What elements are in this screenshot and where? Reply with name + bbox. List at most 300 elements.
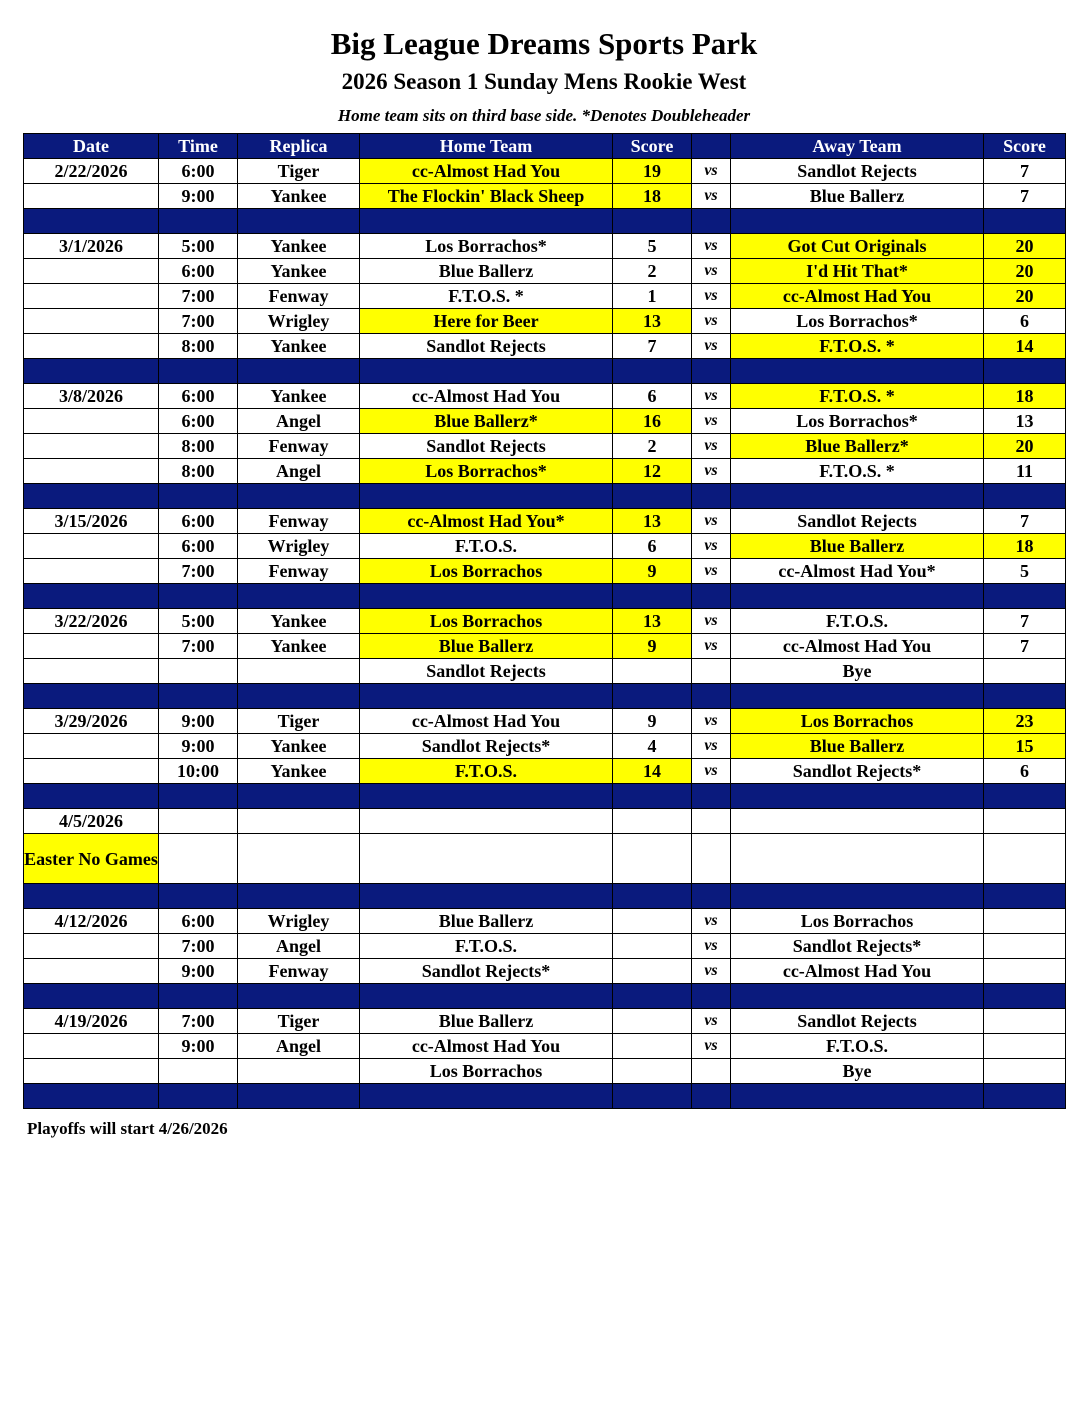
date-cell (24, 1059, 159, 1084)
replica-cell: Angel (238, 1034, 360, 1059)
away-team-cell: Blue Ballerz (731, 734, 984, 759)
vs-cell: vs (692, 384, 731, 409)
separator-cell (692, 1084, 731, 1109)
separator-cell (24, 484, 159, 509)
col-header-home-score: Score (613, 134, 692, 159)
away-score-cell: 23 (984, 709, 1066, 734)
home-team-cell: Los Borrachos* (360, 459, 613, 484)
page-subtitle: 2026 Season 1 Sunday Mens Rookie West (341, 69, 747, 94)
home-score-cell (613, 659, 692, 684)
replica-cell: Yankee (238, 634, 360, 659)
separator-row (24, 784, 1066, 809)
vs-cell: vs (692, 1009, 731, 1034)
separator-cell (159, 1084, 238, 1109)
away-team-cell: cc-Almost Had You (731, 284, 984, 309)
replica-cell: Fenway (238, 559, 360, 584)
away-team-cell: Got Cut Originals (731, 234, 984, 259)
time-cell: 8:00 (159, 334, 238, 359)
date-cell (24, 759, 159, 784)
home-team-cell: Blue Ballerz (360, 1009, 613, 1034)
home-team-cell: cc-Almost Had You* (360, 509, 613, 534)
date-cell (24, 734, 159, 759)
separator-row (24, 484, 1066, 509)
time-cell: 6:00 (159, 509, 238, 534)
separator-cell (24, 1084, 159, 1109)
separator-cell (24, 884, 159, 909)
game-row (24, 959, 1066, 984)
empty-cell (984, 834, 1066, 884)
away-team-cell: Sandlot Rejects* (731, 934, 984, 959)
separator-cell (692, 584, 731, 609)
time-cell: 9:00 (159, 959, 238, 984)
vs-cell: vs (692, 534, 731, 559)
home-score-cell: 9 (613, 634, 692, 659)
separator-cell (159, 209, 238, 234)
separator-cell (24, 984, 159, 1009)
separator-cell (731, 484, 984, 509)
replica-cell: Wrigley (238, 909, 360, 934)
time-cell: 10:00 (159, 759, 238, 784)
replica-cell: Fenway (238, 509, 360, 534)
col-header-away-team: Away Team (731, 134, 984, 159)
separator-cell (731, 1084, 984, 1109)
vs-cell: vs (692, 909, 731, 934)
replica-cell (238, 809, 360, 834)
date-cell (24, 459, 159, 484)
time-cell: 8:00 (159, 459, 238, 484)
replica-cell: Yankee (238, 259, 360, 284)
home-team-cell: Blue Ballerz* (360, 409, 613, 434)
separator-cell (159, 684, 238, 709)
separator-cell (984, 784, 1066, 809)
separator-cell (159, 484, 238, 509)
game-row (24, 1059, 1066, 1084)
separator-cell (159, 584, 238, 609)
vs-cell: vs (692, 159, 731, 184)
away-team-cell: cc-Almost Had You* (731, 559, 984, 584)
empty-cell (731, 834, 984, 884)
game-row (24, 509, 1066, 534)
away-team-cell: Blue Ballerz (731, 184, 984, 209)
home-score-cell (613, 909, 692, 934)
away-team-cell: Sandlot Rejects* (731, 759, 984, 784)
game-row (24, 1009, 1066, 1034)
empty-cell (238, 834, 360, 884)
away-team-cell: F.T.O.S. * (731, 334, 984, 359)
date-cell: 2/22/2026 (24, 159, 159, 184)
home-score-cell: 9 (613, 559, 692, 584)
away-score-cell: 7 (984, 609, 1066, 634)
away-score-cell: 11 (984, 459, 1066, 484)
time-cell (159, 1059, 238, 1084)
game-row (24, 759, 1066, 784)
separator-cell (984, 359, 1066, 384)
date-cell: 4/5/2026 (24, 809, 159, 834)
replica-cell: Wrigley (238, 309, 360, 334)
separator-cell (692, 784, 731, 809)
col-header-replica: Replica (238, 134, 360, 159)
separator-cell (238, 484, 360, 509)
separator-cell (360, 684, 613, 709)
home-score-cell: 12 (613, 459, 692, 484)
date-cell (24, 1034, 159, 1059)
time-cell: 5:00 (159, 234, 238, 259)
vs-cell: vs (692, 609, 731, 634)
vs-cell (692, 659, 731, 684)
time-cell: 9:00 (159, 184, 238, 209)
separator-cell (984, 884, 1066, 909)
date-cell: 3/15/2026 (24, 509, 159, 534)
vs-cell: vs (692, 459, 731, 484)
away-team-cell: F.T.O.S. * (731, 459, 984, 484)
away-team-cell: F.T.O.S. * (731, 384, 984, 409)
separator-cell (692, 884, 731, 909)
home-team-cell: Blue Ballerz (360, 909, 613, 934)
schedule-table (23, 133, 1066, 1109)
home-score-cell: 1 (613, 284, 692, 309)
separator-cell (238, 1084, 360, 1109)
separator-cell (360, 209, 613, 234)
separator-cell (24, 209, 159, 234)
home-team-cell: Sandlot Rejects* (360, 959, 613, 984)
separator-cell (238, 359, 360, 384)
away-score-cell: 6 (984, 309, 1066, 334)
game-row (24, 1034, 1066, 1059)
away-score-cell (984, 1034, 1066, 1059)
home-score-cell: 13 (613, 609, 692, 634)
replica-cell: Angel (238, 409, 360, 434)
away-score-cell: 13 (984, 409, 1066, 434)
separator-cell (613, 484, 692, 509)
home-team-cell: cc-Almost Had You (360, 159, 613, 184)
replica-cell (238, 659, 360, 684)
separator-cell (24, 684, 159, 709)
vs-cell (692, 809, 731, 834)
vs-cell: vs (692, 959, 731, 984)
separator-cell (613, 984, 692, 1009)
separator-cell (360, 984, 613, 1009)
date-cell (24, 409, 159, 434)
game-row (24, 434, 1066, 459)
time-cell: 7:00 (159, 559, 238, 584)
separator-cell (159, 784, 238, 809)
time-cell: 6:00 (159, 259, 238, 284)
home-team-cell: Sandlot Rejects (360, 334, 613, 359)
replica-cell: Fenway (238, 959, 360, 984)
away-score-cell: 20 (984, 234, 1066, 259)
time-cell: 7:00 (159, 1009, 238, 1034)
game-row (24, 184, 1066, 209)
separator-cell (238, 684, 360, 709)
vs-cell: vs (692, 734, 731, 759)
away-team-cell: Sandlot Rejects (731, 509, 984, 534)
home-score-cell (613, 934, 692, 959)
away-score-cell: 5 (984, 559, 1066, 584)
time-cell (159, 659, 238, 684)
replica-cell (238, 1059, 360, 1084)
col-header-date: Date (24, 134, 159, 159)
away-score-cell: 7 (984, 184, 1066, 209)
away-team-cell: Bye (731, 659, 984, 684)
away-score-cell (984, 1009, 1066, 1034)
separator-cell (238, 884, 360, 909)
home-team-cell: Sandlot Rejects (360, 434, 613, 459)
time-cell (159, 809, 238, 834)
table-header-row (24, 134, 1066, 159)
home-team-cell: Here for Beer (360, 309, 613, 334)
separator-cell (360, 359, 613, 384)
separator-cell (159, 359, 238, 384)
replica-cell: Yankee (238, 334, 360, 359)
home-score-cell: 4 (613, 734, 692, 759)
replica-cell: Fenway (238, 434, 360, 459)
separator-cell (731, 359, 984, 384)
date-cell (24, 959, 159, 984)
separator-cell (692, 984, 731, 1009)
time-cell: 6:00 (159, 384, 238, 409)
vs-cell: vs (692, 709, 731, 734)
date-cell (24, 634, 159, 659)
home-score-cell: 6 (613, 384, 692, 409)
away-score-cell: 14 (984, 334, 1066, 359)
col-header-vs (692, 134, 731, 159)
separator-cell (360, 1084, 613, 1109)
home-score-cell (613, 959, 692, 984)
separator-cell (731, 784, 984, 809)
col-header-time: Time (159, 134, 238, 159)
away-team-cell: Bye (731, 1059, 984, 1084)
home-score-cell: 13 (613, 309, 692, 334)
home-team-cell: cc-Almost Had You (360, 709, 613, 734)
empty-cell (159, 834, 238, 884)
replica-cell: Yankee (238, 234, 360, 259)
home-team-cell: cc-Almost Had You (360, 384, 613, 409)
home-score-cell: 19 (613, 159, 692, 184)
away-team-cell: cc-Almost Had You (731, 959, 984, 984)
away-score-cell (984, 934, 1066, 959)
separator-cell (731, 209, 984, 234)
home-score-cell (613, 1034, 692, 1059)
home-score-cell: 13 (613, 509, 692, 534)
vs-cell: vs (692, 934, 731, 959)
away-team-cell: Blue Ballerz* (731, 434, 984, 459)
vs-cell: vs (692, 559, 731, 584)
home-team-cell: F.T.O.S. (360, 534, 613, 559)
separator-cell (692, 359, 731, 384)
separator-row (24, 209, 1066, 234)
away-team-cell: I'd Hit That* (731, 259, 984, 284)
replica-cell: Yankee (238, 609, 360, 634)
game-row (24, 259, 1066, 284)
home-score-cell: 2 (613, 259, 692, 284)
page-note: Home team sits on third base side. *Denotes Doubleheader (337, 106, 751, 125)
vs-cell: vs (692, 634, 731, 659)
time-cell: 6:00 (159, 409, 238, 434)
separator-cell (731, 884, 984, 909)
col-header-away-score: Score (984, 134, 1066, 159)
home-team-cell: cc-Almost Had You (360, 1034, 613, 1059)
time-cell: 9:00 (159, 734, 238, 759)
replica-cell: Wrigley (238, 534, 360, 559)
game-row (24, 159, 1066, 184)
away-score-cell: 7 (984, 509, 1066, 534)
separator-row (24, 984, 1066, 1009)
vs-cell: vs (692, 334, 731, 359)
away-team-cell (731, 809, 984, 834)
vs-cell: vs (692, 259, 731, 284)
away-team-cell: cc-Almost Had You (731, 634, 984, 659)
replica-cell: Tiger (238, 159, 360, 184)
date-cell (24, 434, 159, 459)
game-row (24, 534, 1066, 559)
game-row (24, 909, 1066, 934)
away-score-cell (984, 959, 1066, 984)
home-team-cell (360, 809, 613, 834)
separator-row (24, 584, 1066, 609)
away-score-cell: 20 (984, 259, 1066, 284)
game-row (24, 659, 1066, 684)
game-row (24, 284, 1066, 309)
date-cell (24, 334, 159, 359)
time-cell: 7:00 (159, 934, 238, 959)
replica-cell: Tiger (238, 709, 360, 734)
vs-cell (692, 1059, 731, 1084)
time-cell: 9:00 (159, 709, 238, 734)
home-score-cell: 6 (613, 534, 692, 559)
separator-cell (238, 984, 360, 1009)
separator-cell (984, 1084, 1066, 1109)
date-cell (24, 184, 159, 209)
home-score-cell (613, 1059, 692, 1084)
game-row (24, 809, 1066, 834)
away-team-cell: F.T.O.S. (731, 609, 984, 634)
home-team-cell: F.T.O.S. (360, 759, 613, 784)
note-row (24, 834, 1066, 884)
game-row (24, 634, 1066, 659)
time-cell: 9:00 (159, 1034, 238, 1059)
separator-cell (238, 209, 360, 234)
date-cell: 4/19/2026 (24, 1009, 159, 1034)
separator-cell (984, 984, 1066, 1009)
home-team-cell: The Flockin' Black Sheep (360, 184, 613, 209)
away-score-cell (984, 909, 1066, 934)
game-row (24, 234, 1066, 259)
empty-cell (692, 834, 731, 884)
home-score-cell: 16 (613, 409, 692, 434)
home-score-cell: 5 (613, 234, 692, 259)
home-team-cell: Sandlot Rejects* (360, 734, 613, 759)
home-team-cell: Los Borrachos (360, 559, 613, 584)
away-score-cell: 18 (984, 384, 1066, 409)
away-team-cell: Los Borrachos* (731, 409, 984, 434)
vs-cell: vs (692, 759, 731, 784)
time-cell: 7:00 (159, 309, 238, 334)
replica-cell: Angel (238, 459, 360, 484)
home-score-cell: 2 (613, 434, 692, 459)
separator-cell (731, 984, 984, 1009)
col-header-home-team: Home Team (360, 134, 613, 159)
time-cell: 6:00 (159, 909, 238, 934)
vs-cell: vs (692, 509, 731, 534)
date-cell (24, 934, 159, 959)
date-cell (24, 659, 159, 684)
separator-cell (613, 884, 692, 909)
separator-cell (731, 584, 984, 609)
empty-cell (360, 834, 613, 884)
separator-cell (613, 209, 692, 234)
vs-cell: vs (692, 1034, 731, 1059)
separator-cell (613, 584, 692, 609)
date-cell: 4/12/2026 (24, 909, 159, 934)
vs-cell: vs (692, 434, 731, 459)
vs-cell: vs (692, 309, 731, 334)
replica-cell: Tiger (238, 1009, 360, 1034)
home-team-cell: F.T.O.S. (360, 934, 613, 959)
replica-cell: Yankee (238, 384, 360, 409)
date-cell: 3/22/2026 (24, 609, 159, 634)
date-cell (24, 559, 159, 584)
away-team-cell: Los Borrachos (731, 909, 984, 934)
home-team-cell: Sandlot Rejects (360, 659, 613, 684)
separator-cell (692, 209, 731, 234)
home-team-cell: Blue Ballerz (360, 259, 613, 284)
away-score-cell: 7 (984, 159, 1066, 184)
separator-cell (159, 884, 238, 909)
game-row (24, 734, 1066, 759)
away-score-cell: 20 (984, 434, 1066, 459)
holiday-note-cell: Easter No Games (24, 834, 159, 884)
vs-cell: vs (692, 284, 731, 309)
game-row (24, 609, 1066, 634)
home-score-cell (613, 809, 692, 834)
game-row (24, 384, 1066, 409)
separator-cell (159, 984, 238, 1009)
date-cell (24, 309, 159, 334)
separator-cell (613, 359, 692, 384)
away-score-cell: 7 (984, 634, 1066, 659)
home-team-cell: Los Borrachos (360, 1059, 613, 1084)
separator-cell (24, 359, 159, 384)
separator-row (24, 1084, 1066, 1109)
separator-cell (613, 684, 692, 709)
time-cell: 7:00 (159, 284, 238, 309)
page-title: Big League Dreams Sports Park (330, 26, 758, 61)
home-score-cell (613, 1009, 692, 1034)
home-score-cell: 9 (613, 709, 692, 734)
away-score-cell: 20 (984, 284, 1066, 309)
date-cell: 3/29/2026 (24, 709, 159, 734)
away-score-cell: 15 (984, 734, 1066, 759)
time-cell: 6:00 (159, 534, 238, 559)
game-row (24, 409, 1066, 434)
replica-cell: Yankee (238, 759, 360, 784)
away-team-cell: Sandlot Rejects (731, 1009, 984, 1034)
game-row (24, 709, 1066, 734)
date-cell (24, 284, 159, 309)
separator-cell (613, 784, 692, 809)
date-cell: 3/1/2026 (24, 234, 159, 259)
separator-row (24, 359, 1066, 384)
separator-row (24, 884, 1066, 909)
replica-cell: Angel (238, 934, 360, 959)
separator-cell (984, 684, 1066, 709)
time-cell: 7:00 (159, 634, 238, 659)
separator-cell (360, 784, 613, 809)
away-score-cell (984, 1059, 1066, 1084)
home-score-cell: 14 (613, 759, 692, 784)
vs-cell: vs (692, 409, 731, 434)
game-row (24, 559, 1066, 584)
